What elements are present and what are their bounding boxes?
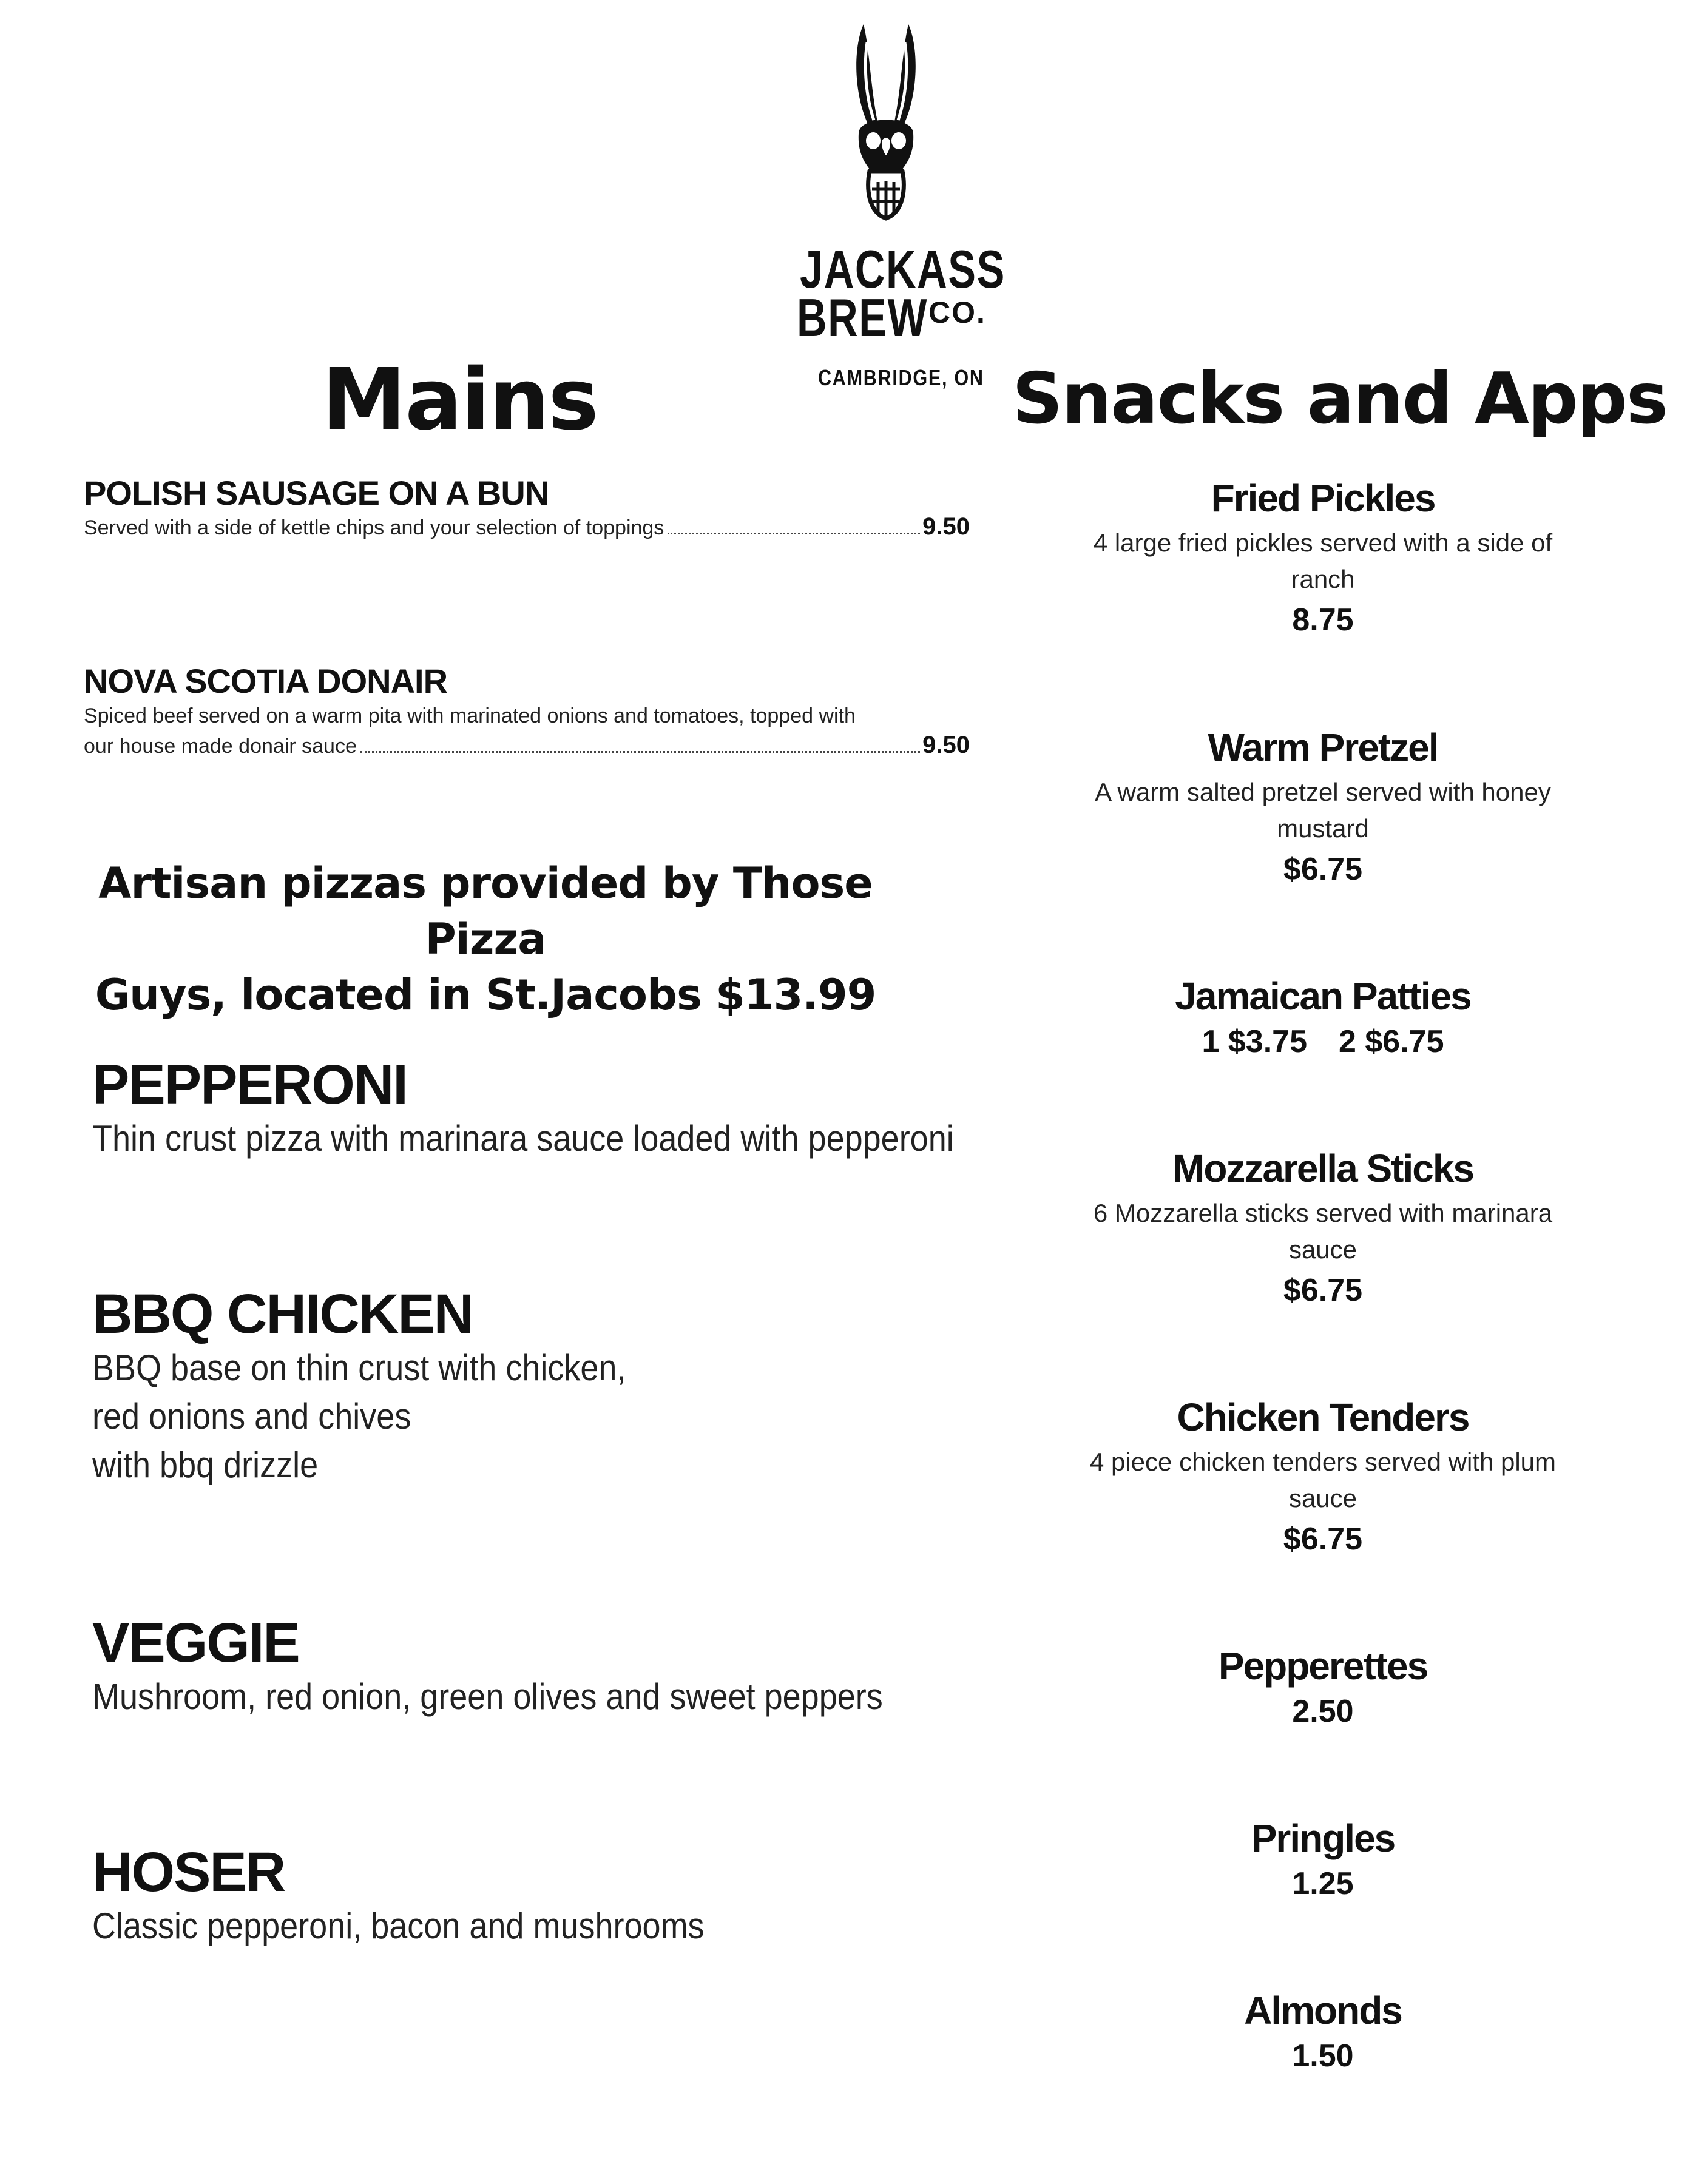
donkey-skull-icon [840, 12, 931, 224]
main-item [84, 474, 970, 544]
snack-price: $6.75 [1283, 1272, 1363, 1308]
logo-location: CAMBRIDGE, ON [818, 365, 984, 390]
snack-price: 2 $6.75 [1339, 1023, 1444, 1059]
pizza-description-line: Classic pepperoni, bacon and mushrooms [92, 1905, 705, 1946]
snack-name: Fried Pickles [1211, 476, 1435, 520]
snack-price: 1 $3.75 [1202, 1023, 1307, 1059]
dot-leader [360, 751, 920, 753]
snack-price: $6.75 [1283, 851, 1363, 887]
dot-leader [668, 533, 920, 534]
snack-name: Mozzarella Sticks [1172, 1147, 1473, 1190]
pizza-intro-line: Guys, located in St.Jacobs $13.99 [95, 970, 876, 1020]
snack-item [1068, 974, 1578, 1062]
snack-price: $6.75 [1283, 1521, 1363, 1557]
snack-item [1068, 1816, 1578, 1904]
main-item-price-line [84, 732, 970, 759]
pizza-name: BBQ CHICKEN [92, 1283, 473, 1345]
main-item-price: 9.50 [922, 731, 970, 758]
main-item-name: NOVA SCOTIA DONAIR [84, 662, 448, 700]
snack-name: Almonds [1244, 1989, 1402, 2032]
snack-description: A warm salted pretzel served with honey mustard [1095, 777, 1551, 843]
main-item-name: POLISH SAUSAGE ON A BUN [84, 474, 549, 512]
main-item-description-line: our house made donair sauce [84, 734, 357, 758]
pizza-item [92, 1056, 1039, 1163]
snack-name: Chicken Tenders [1177, 1395, 1469, 1439]
snack-price: 1.50 [1292, 2038, 1354, 2074]
main-item-description: Served with a side of kettle chips and your selection of toppings [84, 516, 664, 539]
snack-name: Jamaican Patties [1175, 974, 1471, 1018]
pizza-item [92, 1843, 1039, 1950]
snack-price: 1.25 [1292, 1866, 1354, 1901]
pizza-item [92, 1285, 1039, 1489]
snack-description: 4 large fried pickles served with a side of ranch [1093, 528, 1553, 593]
logo-wordmark-suffix: CO. [928, 295, 986, 329]
main-item-price: 9.50 [922, 513, 970, 540]
snack-name: Pringles [1251, 1816, 1395, 1860]
pizza-description-line: Mushroom, red onion, green olives and sweet peppers [92, 1676, 883, 1717]
snack-description: 4 piece chicken tenders served with plum sauce [1089, 1447, 1557, 1512]
snack-item [1068, 1989, 1578, 2077]
snack-item [1068, 1644, 1578, 1732]
logo-wordmark-line1: JACKASS [800, 239, 1006, 299]
snack-description: 6 Mozzarella sticks served with marinara sauce [1093, 1198, 1553, 1264]
main-item [84, 662, 970, 759]
snack-price: 8.75 [1292, 602, 1354, 638]
snack-name: Warm Pretzel [1208, 726, 1438, 769]
pizza-name: VEGGIE [92, 1612, 299, 1674]
mains-heading: Mains [322, 351, 598, 450]
pizza-intro-line: Artisan pizzas provided by Those Pizza [98, 858, 873, 964]
logo-wordmark-line2: BREW [797, 288, 928, 348]
pizza-description-line: with bbq drizzle [92, 1444, 319, 1485]
snack-item [1068, 726, 1578, 890]
snack-item [1068, 1395, 1578, 1560]
main-item-description-line: Spiced beef served on a warm pita with marinated onions and tomatoes, topped with [84, 704, 856, 727]
snack-price: 2.50 [1292, 1693, 1354, 1729]
pizza-item [92, 1614, 1039, 1721]
pizza-name: PEPPERONI [92, 1054, 407, 1116]
pizza-description-line: BBQ base on thin crust with chicken, [92, 1347, 626, 1388]
snack-item [1068, 1147, 1578, 1311]
brewery-logo [789, 12, 983, 224]
snacks-heading: Snacks and Apps [1012, 358, 1667, 440]
pizza-intro [36, 855, 935, 1023]
pizza-name: HOSER [92, 1841, 285, 1903]
snack-item [1068, 476, 1578, 641]
main-item-price-line [84, 512, 970, 544]
snack-name: Pepperettes [1218, 1644, 1428, 1688]
pizza-description-line: red onions and chives [92, 1395, 411, 1437]
snack-price-options [1068, 1022, 1578, 1063]
pizza-description-line: Thin crust pizza with marinara sauce loaded with pepperoni [92, 1117, 954, 1159]
